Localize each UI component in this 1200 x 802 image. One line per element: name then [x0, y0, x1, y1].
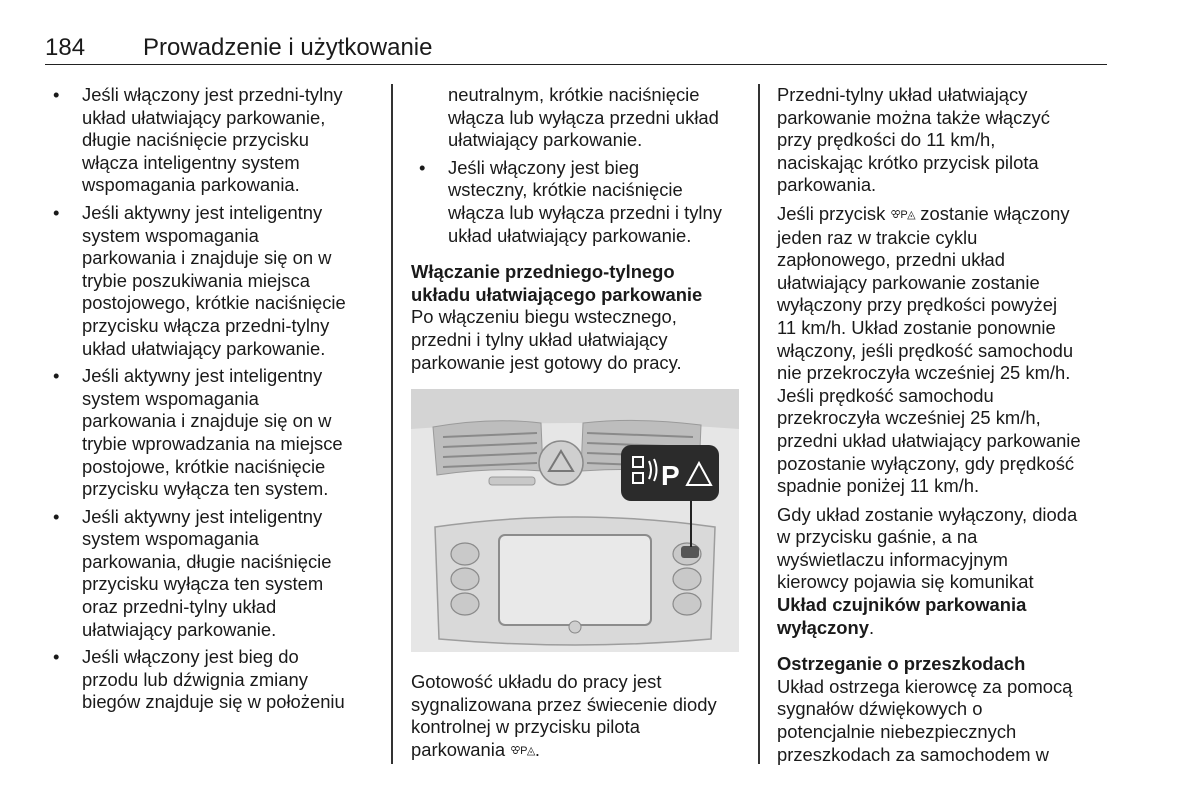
- bullet-icon: •: [53, 505, 60, 527]
- text-line: parkowania.: [777, 174, 877, 196]
- text-line: przedni układ ułatwiający parkowanie: [777, 429, 1081, 451]
- text-line: w przycisku gaśnie, a na: [777, 526, 978, 548]
- text-line: sygnalizowana przez świecenie diody: [411, 693, 717, 715]
- text-line: system wspomagania: [82, 387, 259, 409]
- text-line: postojowego, krótkie naciśnięcie: [82, 292, 346, 314]
- text-line: [777, 617, 1112, 640]
- text-line: parkowania i znajduje się on w: [82, 410, 332, 432]
- bullet-list: [411, 157, 746, 247]
- text-line: Gotowość układu do pracy jest: [411, 671, 662, 692]
- paragraph: [777, 84, 1112, 197]
- text-line: włącza lub wyłącza przedni układ: [448, 106, 719, 128]
- text-line: przycisku wyłącza ten system.: [82, 478, 329, 500]
- text-line: trybie poszukiwania miejsca: [82, 269, 310, 291]
- text-line: układ ułatwiający parkowanie.: [448, 224, 692, 246]
- text-line: przedni i tylny układ ułatwiający: [411, 328, 668, 350]
- text-line: długie naciśnięcie przycisku: [82, 129, 309, 151]
- text-line: wyświetlaczu informacyjnym: [777, 548, 1008, 570]
- text-line: kontrolnej w przycisku pilota: [411, 716, 640, 738]
- text-line: system wspomagania: [82, 528, 259, 550]
- text-line: spadnie poniżej 11 km/h.: [777, 475, 980, 497]
- text-line: Gdy układ zostanie wyłączony, dioda: [777, 503, 1078, 525]
- callout-p-label: P: [661, 460, 680, 491]
- text-line: Przedni-tylny układ ułatwiający: [777, 84, 1028, 105]
- parking-button-icon: ꕢP◬: [890, 208, 916, 221]
- text-fragment: .: [869, 616, 875, 638]
- text-line: nie przekroczyła wcześniej 25 km/h.: [777, 362, 1071, 384]
- paragraph: [777, 504, 1112, 640]
- text-line: neutralnym, krótkie naciśnięcie: [448, 84, 700, 105]
- section-heading: Ostrzeganie o przeszkodach: [777, 653, 1026, 675]
- text-fragment: .: [534, 738, 540, 760]
- text-line: parkowanie można także włączyć: [777, 106, 1050, 128]
- text-line: Jeśli prędkość samochodu: [777, 384, 994, 406]
- text-line: biegów znajduje się w położeniu: [82, 691, 345, 713]
- page-title: Prowadzenie i użytkowanie: [143, 34, 433, 61]
- text-line: układu ułatwiającego parkowanie: [411, 283, 703, 305]
- text-line: system wspomagania: [82, 224, 259, 246]
- text-line: ułatwiający parkowanie.: [82, 618, 277, 640]
- text-fragment: Jeśli przycisk: [777, 202, 886, 224]
- text-line: jeden raz w trakcie cyklu: [777, 226, 978, 248]
- message-text: wyłączony: [777, 616, 869, 638]
- figure-caption: [411, 671, 746, 762]
- text-line: parkowanie jest gotowy do pracy.: [411, 351, 682, 373]
- text-line: oraz przedni-tylny układ: [82, 596, 277, 618]
- parking-button-icon: ꕢP◬: [510, 744, 535, 757]
- column-1: [48, 84, 378, 719]
- text-line: włączony, jeśli prędkość samochodu: [777, 339, 1074, 361]
- text-line: ułatwiający parkowanie zostanie: [777, 271, 1040, 293]
- text-line: przy prędkości do 11 km/h,: [777, 129, 996, 151]
- list-item: [48, 84, 378, 197]
- text-line: Włączanie przedniego-tylnego: [411, 261, 675, 283]
- text-line: włącza lub wyłącza przedni i tylny: [448, 201, 722, 223]
- text-line: przodu lub dźwignia zmiany: [82, 668, 308, 690]
- list-item: [48, 506, 378, 642]
- text-line: Jeśli aktywny jest inteligentny: [82, 505, 323, 527]
- list-item: [48, 365, 378, 501]
- column-2: [411, 84, 746, 380]
- bullet-continuation: [411, 84, 746, 152]
- dashboard-illustration: [411, 389, 739, 652]
- bullet-list: [48, 84, 378, 714]
- text-line: Jeśli włączony jest bieg: [448, 156, 640, 178]
- bullet-icon: •: [53, 365, 60, 387]
- text-fragment: parkowania: [411, 738, 506, 760]
- text-line: zapłonowego, przedni układ: [777, 249, 1005, 271]
- list-item: [48, 646, 378, 714]
- text-line: 11 km/h. Układ zostanie ponownie: [777, 316, 1056, 338]
- column-divider-1: [391, 84, 393, 764]
- text-line: sygnałów dźwiękowych o: [777, 698, 983, 720]
- text-line: parkowania, długie naciśnięcie: [82, 550, 332, 572]
- text-line: [411, 739, 746, 763]
- text-line: przeszkodach za samochodem w: [777, 743, 1049, 765]
- text-line: wsteczny, krótkie naciśnięcie: [448, 179, 683, 201]
- list-item: [48, 202, 378, 360]
- text-line: Jeśli włączony jest przedni-tylny: [82, 84, 343, 105]
- text-line: Jeśli aktywny jest inteligentny: [82, 365, 323, 387]
- bullet-icon: •: [53, 84, 60, 105]
- text-line: Jeśli włączony jest bieg do: [82, 646, 299, 668]
- text-line: układ ułatwiający parkowanie.: [82, 337, 326, 359]
- text-line: potencjalnie niebezpiecznych: [777, 721, 1017, 743]
- text-line: układ ułatwiający parkowanie,: [82, 106, 326, 128]
- column-3: [777, 84, 1112, 772]
- text-line: włącza inteligentny system: [82, 151, 300, 173]
- bullet-icon: •: [53, 201, 60, 223]
- text-line: Jeśli aktywny jest inteligentny: [82, 201, 323, 223]
- text-line: wyłączony przy prędkości powyżej: [777, 294, 1058, 316]
- list-item: [411, 157, 746, 247]
- column-divider-2: [758, 84, 760, 764]
- text-line: wspomagania parkowania.: [82, 174, 300, 196]
- text-line: postojowe, krótkie naciśnięcie: [82, 455, 326, 477]
- text-fragment: zostanie włączony: [920, 202, 1070, 224]
- text-line: Układ ostrzega kierowcę za pomocą: [777, 675, 1073, 697]
- text-line: Po włączeniu biegu wstecznego,: [411, 306, 677, 328]
- page-header: [45, 28, 1107, 65]
- text-line: kierowcy pojawia się komunikat: [777, 571, 1034, 593]
- text-line: przycisku włącza przedni-tylny: [82, 314, 330, 336]
- text-line: parkowania i znajduje się on w: [82, 247, 332, 269]
- paragraph: [411, 306, 746, 374]
- text-line: przycisku wyłącza ten system: [82, 573, 324, 595]
- text-line: ułatwiający parkowanie.: [448, 129, 643, 151]
- bullet-icon: •: [419, 156, 426, 178]
- text-line: naciskając krótko przycisk pilota: [777, 151, 1039, 173]
- page-number: 184: [45, 34, 86, 61]
- text-line: trybie wprowadzania na miejsce: [82, 432, 343, 454]
- section-heading: [411, 261, 746, 306]
- message-text: Układ czujników parkowania: [777, 594, 1027, 616]
- bullet-icon: •: [53, 646, 60, 668]
- paragraph: [777, 676, 1112, 766]
- text-line: pozostanie wyłączony, gdy prędkość: [777, 452, 1075, 474]
- text-line: [777, 203, 1112, 227]
- paragraph: [777, 203, 1112, 498]
- text-line: przekroczyła wcześniej 25 km/h,: [777, 407, 1041, 429]
